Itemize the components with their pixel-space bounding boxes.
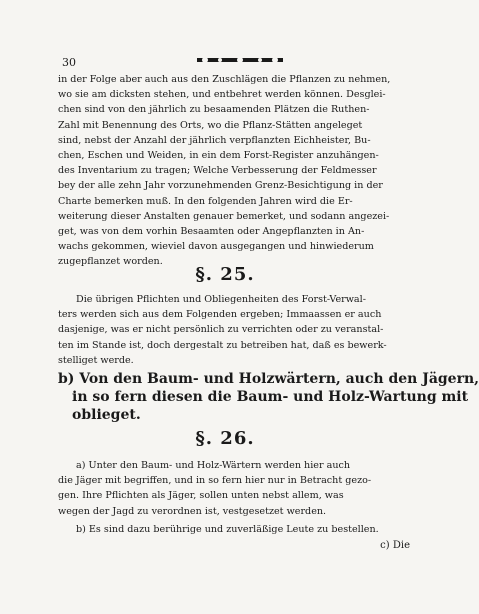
paragraph-line: chen, Eschen und Weiden, in ein dem Forst-Register anzuhängen- bbox=[58, 150, 379, 162]
subheading-line: b) Von den Baum- und Holzwärtern, auch den Jägern, bbox=[58, 371, 479, 387]
subheading-b bbox=[58, 370, 479, 424]
paragraph-line: ters werden sich aus dem Folgenden ergeben; Immaassen er auch bbox=[58, 309, 382, 321]
paragraph-line: weiterung dieser Anstalten genauer bemerket, und sodann angezei- bbox=[58, 210, 390, 222]
paragraph-line: stelliget werde. bbox=[58, 354, 134, 366]
paragraph-line: des Inventarium zu tragen; Welche Verbesserung der Feldmesser bbox=[58, 165, 377, 177]
paragraph-line: Zahl mit Benennung des Orts, wo die Pflanz-Stätten angeleget bbox=[58, 119, 363, 131]
paragraph-line: zugepflanzet worden. bbox=[58, 256, 163, 268]
paragraph-line: dasjenige, was er nicht persönlich zu verrichten oder zu veranstal- bbox=[58, 324, 384, 336]
paragraph-1 bbox=[58, 72, 418, 270]
paragraph-line: wegen der Jagd zu verordnen ist, vestgesetzet werden. bbox=[58, 505, 327, 517]
paragraph-4 bbox=[58, 522, 418, 537]
page-number: 30 bbox=[62, 56, 76, 69]
paragraph-line: a) Unter den Baum- und Holz-Wärtern werden hier auch bbox=[76, 460, 351, 471]
paragraph-line: wachs gekommen, wieviel davon ausgegangen und hinwiederum bbox=[58, 241, 374, 253]
section-heading-26: §. 26. bbox=[195, 428, 255, 449]
paragraph-line: bey der alle zehn Jahr vorzunehmenden Grenz-Besichtigung in der bbox=[58, 180, 383, 192]
paragraph-line: b) Es sind dazu berührige und zuverläßige Leute zu bestellen. bbox=[76, 524, 379, 535]
paragraph-line: ten im Stande ist, doch dergestalt zu betreiben hat, daß es bewerk- bbox=[58, 339, 387, 351]
paragraph-line: sind, nebst der Anzahl der jährlich verpflanzten Eichheister, Bu- bbox=[58, 134, 371, 146]
decorative-headpiece-ornament bbox=[195, 55, 285, 65]
section-heading-25: §. 25. bbox=[195, 264, 255, 285]
catchword: c) Die bbox=[380, 540, 410, 551]
subheading-line: in so fern diesen die Baum- und Holz-Wartung mit bbox=[72, 389, 469, 405]
paragraph-line: Die übrigen Pflichten und Obliegenheiten des Forst-Verwal- bbox=[76, 294, 366, 305]
subheading-line: oblieget. bbox=[72, 407, 141, 423]
paragraph-line: gen. Ihre Pflichten als Jäger, sollen unten nebst allem, was bbox=[58, 490, 344, 502]
paragraph-line: in der Folge aber auch aus den Zuschlägen die Pflanzen zu nehmen, bbox=[58, 74, 391, 85]
paragraph-line: Charte bemerken muß. In den folgenden Jahren wird die Er- bbox=[58, 195, 353, 207]
paragraph-line: wo sie am dicksten stehen, und entbehret werden können. Desglei- bbox=[58, 89, 386, 101]
paragraph-3 bbox=[58, 458, 418, 519]
paragraph-2 bbox=[58, 292, 418, 368]
paragraph-line: die Jäger mit begriffen, und in so fern hier nur in Betracht gezo- bbox=[58, 475, 372, 487]
paragraph-line: get, was von dem vorhin Besaamten oder Angepflanzten in An- bbox=[58, 226, 365, 238]
paragraph-line: chen sind von den jährlich zu besaamenden Plätzen die Ruthen- bbox=[58, 104, 370, 116]
